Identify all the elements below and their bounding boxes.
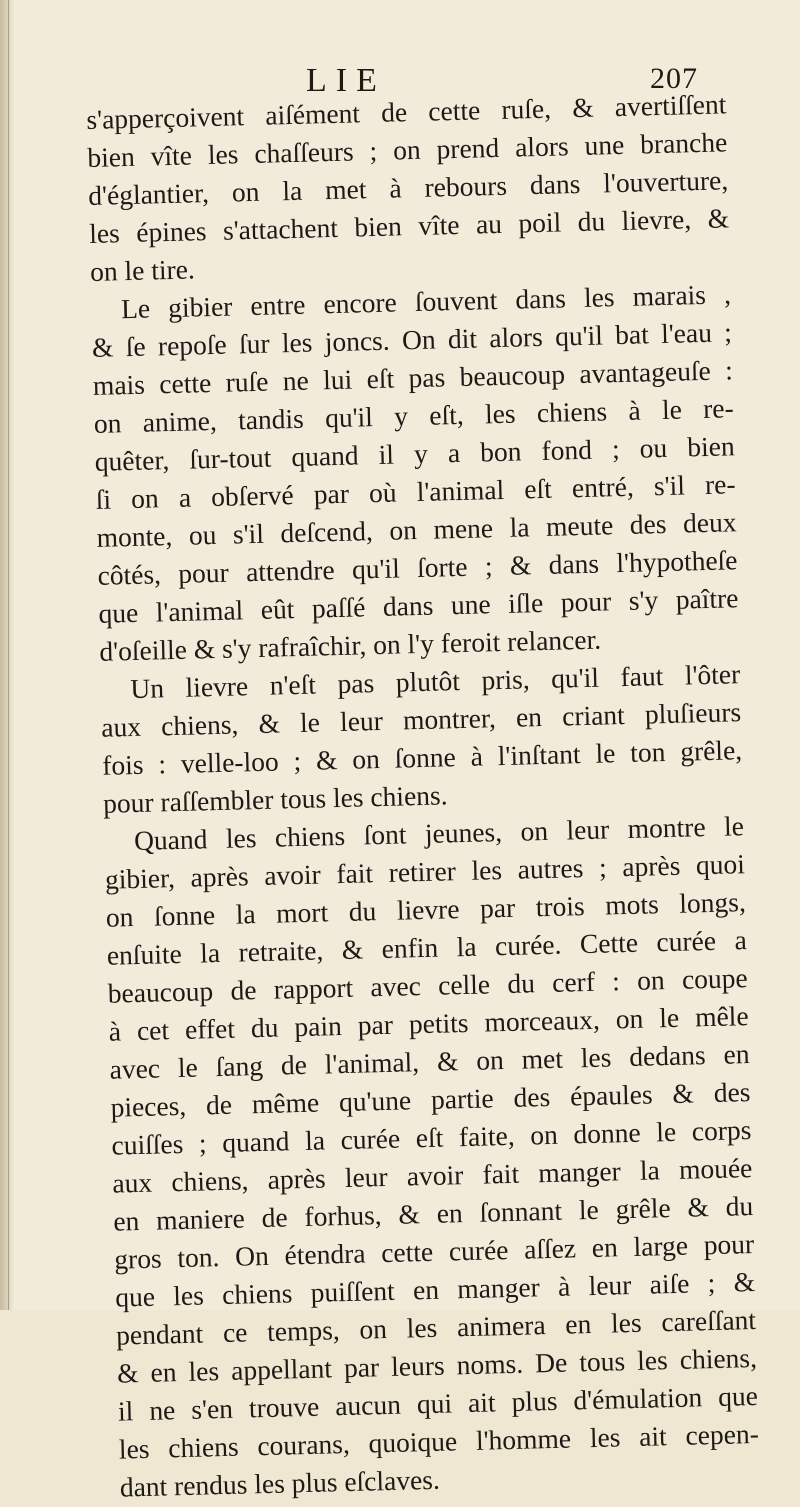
text-line: bien vîte les chaſſeurs ; on prend alors une branche <box>87 126 728 173</box>
binding-edge <box>8 0 9 1310</box>
text-line: en maniere de forhus, & en ſonnant le grêle & du <box>112 1190 754 1237</box>
text-line: que les chiens puiſſent en manger à leur aiſe ; & <box>114 1266 756 1313</box>
text-line: gros ton. On étendra cette curée aſſez en large pour <box>113 1228 755 1275</box>
text-line: il ne s'en trouve aucun qui ait plus d'émulation que <box>117 1379 759 1427</box>
binding-gutter <box>0 0 14 1310</box>
text-line: s'apperçoivent aiſément de cette ruſe, & avertiſſent <box>86 88 727 135</box>
text-line: Un lievre n'eſt pas plutôt pris, qu'il faut l'ôter <box>129 658 741 705</box>
text-line: Le gibier entre encore ſouvent dans les marais , <box>120 278 732 325</box>
text-line: avec le ſang de l'animal, & on met les dedans en <box>109 1038 750 1085</box>
text-line: pendant ce temps, on les animera en les careſſant <box>115 1303 757 1351</box>
text-line: que l'animal eût paſſé dans une iſle pour s'y paître <box>98 582 739 629</box>
text-line: quêter, ſur-tout quand il y a bon fond ; ou bien <box>94 430 735 477</box>
text-line: on le tire. <box>89 253 196 287</box>
text-line: cuiſſes ; quand la curée eſt faite, on donne le corps <box>111 1114 752 1161</box>
page-number: 207 <box>650 62 698 95</box>
text-line: & ſe repoſe ſur les joncs. On dit alors qu'il bat l'eau ; <box>91 316 733 363</box>
text-line: aux chiens, & le leur montrer, en criant pluſieurs <box>100 696 742 743</box>
text-line: dant rendus les plus eſclaves. <box>119 1463 441 1503</box>
text-line: enſuite la retraite, & enfin la curée. Cette curée a <box>106 924 748 971</box>
running-head: LIE <box>306 62 386 99</box>
text-line: pieces, de même qu'une partie des épaules & des <box>110 1076 751 1123</box>
text-line: d'églantier, on la met à rebours dans l'ouverture, <box>87 164 729 211</box>
text-line: gibier, après avoir fait retirer les autres ; après quoi <box>104 848 746 895</box>
text-line: ſi on a obſervé par où l'animal eſt entré, s'il re- <box>95 468 736 515</box>
text-line: les chiens courans, quoique l'homme les ait cepen- <box>118 1417 760 1465</box>
text-line: aux chiens, après leur avoir fait manger la mouée <box>112 1152 753 1199</box>
text-line: beaucoup de rapport avec celle du cerf : on coupe <box>107 962 748 1009</box>
text-line: on ſonne la mort du lievre par trois mots longs, <box>105 886 747 933</box>
text-line: côtés, pour attendre qu'il ſorte ; & dans l'hypotheſe <box>97 544 738 591</box>
text-line: à cet effet du pain par petits morceaux, on le mêle <box>108 1000 749 1047</box>
text-line: d'oſeille & s'y rafraîchir, on l'y feroit relancer. <box>99 623 602 667</box>
text-line: & en les appellant par leurs noms. De tous les chiens, <box>116 1341 758 1389</box>
text-line: mais cette ruſe ne lui eſt pas beaucoup avantageuſe : <box>92 354 734 401</box>
text-line: on anime, tandis qu'il y eſt, les chiens à le re- <box>93 392 735 439</box>
text-line: pour raſſembler tous les chiens. <box>102 779 448 819</box>
text-line: Quand les chiens ſont jeunes, on leur montre le <box>133 810 745 857</box>
text-line: les épines s'attachent bien vîte au poil du lievre, & <box>88 202 730 249</box>
text-line: monte, ou s'il deſcend, on mene la meute des deux <box>96 506 737 553</box>
text-line: fois : velle-loo ; & on ſonne à l'inſtant le ton grêle, <box>101 734 743 781</box>
body-text <box>86 85 760 1506</box>
